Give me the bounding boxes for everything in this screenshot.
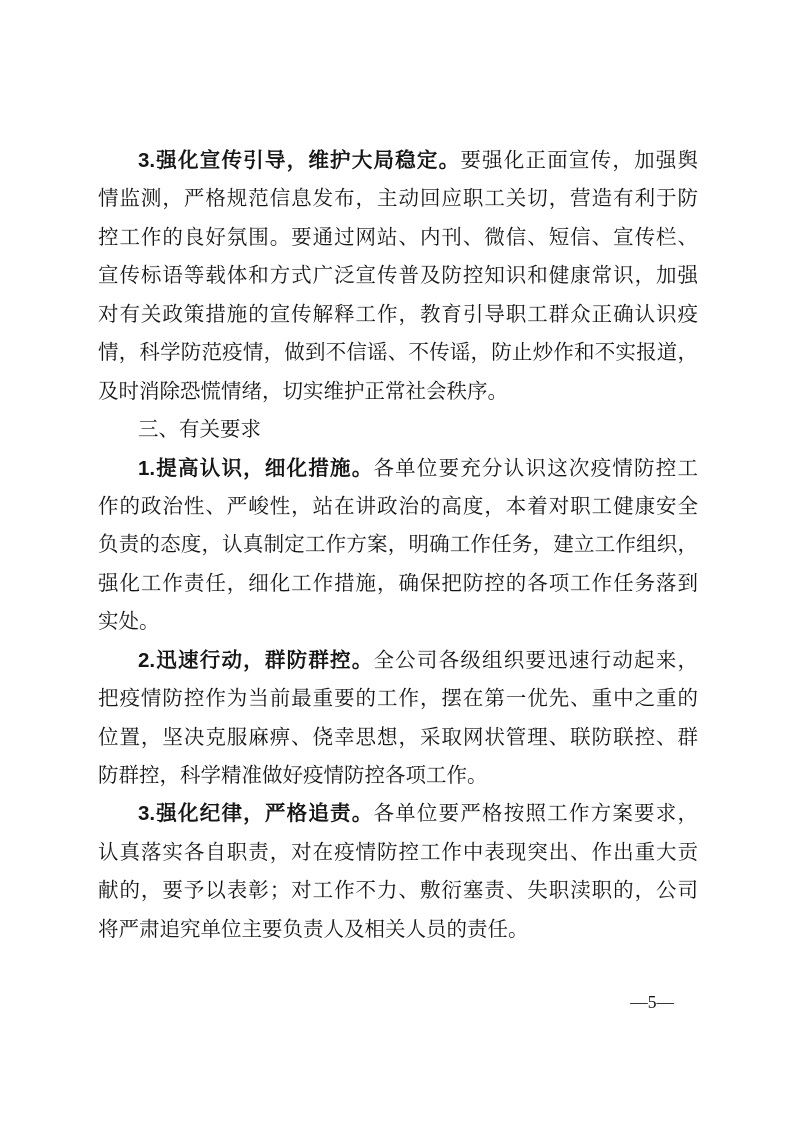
text-run: 及时消除恐慌情绪，切实维护正常社会秩序。: [98, 380, 508, 403]
section-heading-requirements: [98, 411, 698, 449]
text-run: 控工作的良好氛围。要通过网站、内刊、微信、短信、宣传栏、: [98, 226, 698, 249]
text-run: 各单位要严格按照工作方案要求，: [373, 803, 698, 826]
bold-heading-run: 3.强化宣传引导，维护大局稳定。: [138, 149, 461, 172]
text-run: 作的政治性、严峻性，站在讲政治的高度，本着对职工健康安全: [98, 495, 698, 518]
text-run: 防群控，科学精准做好疫情防控各项工作。: [98, 765, 488, 787]
text-line: [98, 603, 698, 641]
text-run: 各单位要充分认识这次疫情防控工: [373, 457, 698, 480]
text-run: 认真落实各自职责，对在疫情防控工作中表现突出、作出重大贡: [98, 841, 698, 864]
text-run: 宣传标语等载体和方式广泛宣传普及防控知识和健康常识，加强: [98, 265, 698, 288]
text-run: 对有关政策措施的宣传解释工作，教育引导职工群众正确认识疫: [98, 303, 698, 326]
para-rapid-action: [98, 642, 698, 796]
text-run: 三、有关要求: [138, 419, 261, 442]
text-line: [98, 911, 698, 949]
bold-heading-run: 3.强化纪律，严格追责。: [138, 802, 374, 826]
para-publicity-guidance: [98, 142, 698, 411]
text-line: [98, 488, 698, 526]
text-run: 位置，坚决克服麻痹、侥幸思想，采取网状管理、联防联控、群: [98, 726, 698, 749]
text-run: 要强化正面宣传，加强舆: [460, 150, 698, 172]
page-number: —5—: [630, 992, 674, 1012]
text-line: [98, 757, 698, 795]
text-run: 负责的态度，认真制定工作方案，明确工作任务，建立工作组织，: [98, 534, 698, 557]
text-line: [98, 296, 698, 334]
text-line: [98, 565, 698, 603]
text-run: 献的，要予以表彰；对工作不力、敷衍塞责、失职渎职的，公司: [98, 880, 698, 903]
text-line: [98, 373, 698, 411]
text-run: 实处。: [98, 611, 160, 634]
text-line: [98, 526, 698, 564]
text-run: 情，科学防范疫情，做到不信谣、不传谣，防止炒作和不实报道，: [98, 342, 698, 365]
text-line: [98, 680, 698, 718]
text-line: [98, 642, 698, 680]
text-line: [98, 411, 698, 449]
text-line: [98, 142, 698, 180]
text-line: [98, 180, 698, 218]
text-run: 全公司各级组织要迅速行动起来，: [373, 649, 698, 672]
text-line: [98, 257, 698, 295]
text-line: [98, 872, 698, 910]
bold-heading-run: 2.迅速行动，群防群控。: [138, 648, 374, 672]
text-line: [98, 834, 698, 872]
text-line: [98, 795, 698, 833]
text-line: [98, 719, 698, 757]
text-run: 情监测，严格规范信息发布，主动回应职工关切，营造有利于防: [98, 188, 698, 211]
para-raise-awareness: [98, 450, 698, 642]
text-run: 将严肃追究单位主要负责人及相关人员的责任。: [98, 918, 529, 941]
bold-heading-run: 1.提高认识，细化措施。: [138, 456, 374, 480]
text-line: [98, 450, 698, 488]
text-line: [98, 219, 698, 257]
para-discipline-accountability: [98, 795, 698, 949]
document-body: [98, 142, 698, 949]
text-run: 强化工作责任，细化工作措施，确保把防控的各项工作任务落到: [98, 572, 698, 595]
text-line: [98, 334, 698, 372]
text-run: 把疫情防控作为当前最重要的工作，摆在第一优先、重中之重的: [98, 688, 698, 711]
